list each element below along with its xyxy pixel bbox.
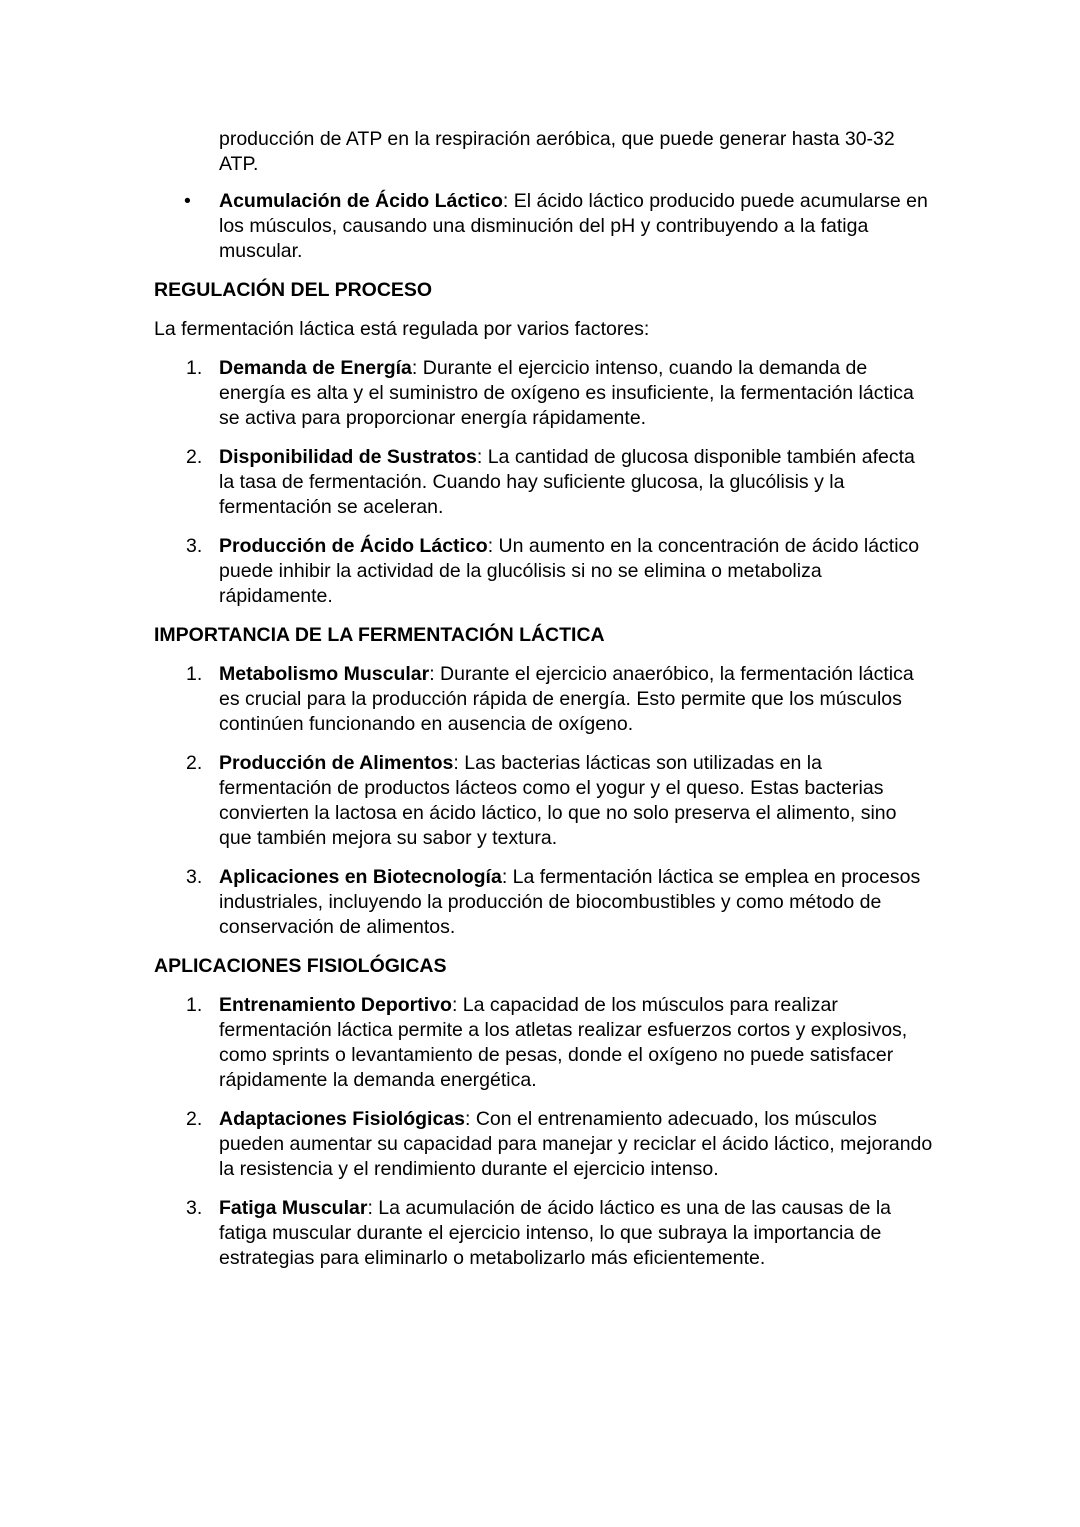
document-page [154, 127, 934, 1285]
bullet-item [154, 189, 934, 264]
list-number: 3. [186, 866, 203, 888]
list-number: 3. [186, 1197, 203, 1219]
list-item-term: Producción de Ácido Láctico [219, 535, 488, 557]
list-item-text: : La capacidad de los músculos para realizar fermentación láctica permite a los atletas realizar esfuerzos cortos y explosivos, como sprints o levantamiento de pesas, donde el oxígeno no puede satisfacer rápidamente la demanda energética. [219, 994, 908, 1091]
bullet-term: Acumulación de Ácido Láctico [219, 190, 503, 212]
list-item-term: Disponibilidad de Sustratos [219, 446, 477, 468]
list-item [154, 1107, 934, 1182]
aplicaciones-list [154, 993, 934, 1271]
list-number: 2. [186, 1108, 203, 1130]
list-item [154, 445, 934, 520]
list-item [154, 356, 934, 431]
list-item-text: : Las bacterias lácticas son utilizadas en la fermentación de productos lácteos como el yogur y el queso. Estas bacterias convierten la lactosa en ácido láctico, lo que no solo preserva el alimento, sino que también mejora su sabor y textura. [219, 752, 897, 849]
bullet-list [154, 189, 934, 264]
list-item-text: : Con el entrenamiento adecuado, los músculos pueden aumentar su capacidad para manejar y reciclar el ácido láctico, mejorando la resistencia y el rendimiento durante el ejercicio intenso. [219, 1108, 933, 1180]
list-number: 1. [186, 994, 203, 1016]
section-heading-importancia: IMPORTANCIA DE LA FERMENTACIÓN LÁCTICA [154, 624, 605, 646]
bullet-icon: • [184, 190, 191, 212]
list-item-term: Producción de Alimentos [219, 752, 454, 774]
list-number: 1. [186, 663, 203, 685]
section-heading-aplicaciones: APLICACIONES FISIOLÓGICAS [154, 955, 447, 977]
list-item-term: Aplicaciones en Biotecnología [219, 866, 502, 888]
bullet-text: : El ácido láctico producido puede acumularse en los músculos, causando una disminución del pH y contribuyendo a la fatiga muscular. [219, 190, 928, 262]
list-item-text: : La acumulación de ácido láctico es una de las causas de la fatiga muscular durante el ejercicio intenso, lo que subraya la importancia de estrategias para eliminarlo o metabolizarlo más eficientemente. [219, 1197, 892, 1269]
importancia-list [154, 662, 934, 940]
list-item-text: : La cantidad de glucosa disponible también afecta la tasa de fermentación. Cuando hay suficiente glucosa, la glucólisis y la fermentación se aceleran. [219, 446, 915, 518]
list-item-term: Demanda de Energía [219, 357, 412, 379]
list-item [154, 662, 934, 737]
list-item [154, 534, 934, 609]
list-item [154, 993, 934, 1093]
list-item-text: : Durante el ejercicio anaeróbico, la fermentación láctica es crucial para la producción rápida de energía. Esto permite que los músculos continúen funcionando en ausencia de oxígeno. [219, 663, 914, 735]
list-item [154, 865, 934, 940]
list-item [154, 751, 934, 851]
section-heading-regulacion: REGULACIÓN DEL PROCESO [154, 279, 433, 301]
list-number: 1. [186, 357, 203, 379]
regulacion-intro: La fermentación láctica está regulada por varios factores: [154, 318, 650, 340]
list-number: 2. [186, 446, 203, 468]
list-item-term: Fatiga Muscular [219, 1197, 368, 1219]
list-item [154, 1196, 934, 1271]
regulacion-list [154, 356, 934, 609]
list-number: 2. [186, 752, 203, 774]
list-item-term: Entrenamiento Deportivo [219, 994, 452, 1016]
list-number: 3. [186, 535, 203, 557]
list-item-term: Adaptaciones Fisiológicas [219, 1108, 465, 1130]
list-item-text: : La fermentación láctica se emplea en procesos industriales, incluyendo la producción de biocombustibles y como método de conservación de alimentos. [219, 866, 921, 938]
continuation-paragraph: producción de ATP en la respiración aeróbica, que puede generar hasta 30-32 ATP. [219, 128, 895, 175]
list-item-text: : Durante el ejercicio intenso, cuando la demanda de energía es alta y el suministro de oxígeno es insuficiente, la fermentación láctica se activa para proporcionar energía rápidamente. [219, 357, 914, 429]
list-item-term: Metabolismo Muscular [219, 663, 430, 685]
list-item-text: : Un aumento en la concentración de ácido láctico puede inhibir la actividad de la glucólisis si no se elimina o metaboliza rápidamente. [219, 535, 920, 607]
